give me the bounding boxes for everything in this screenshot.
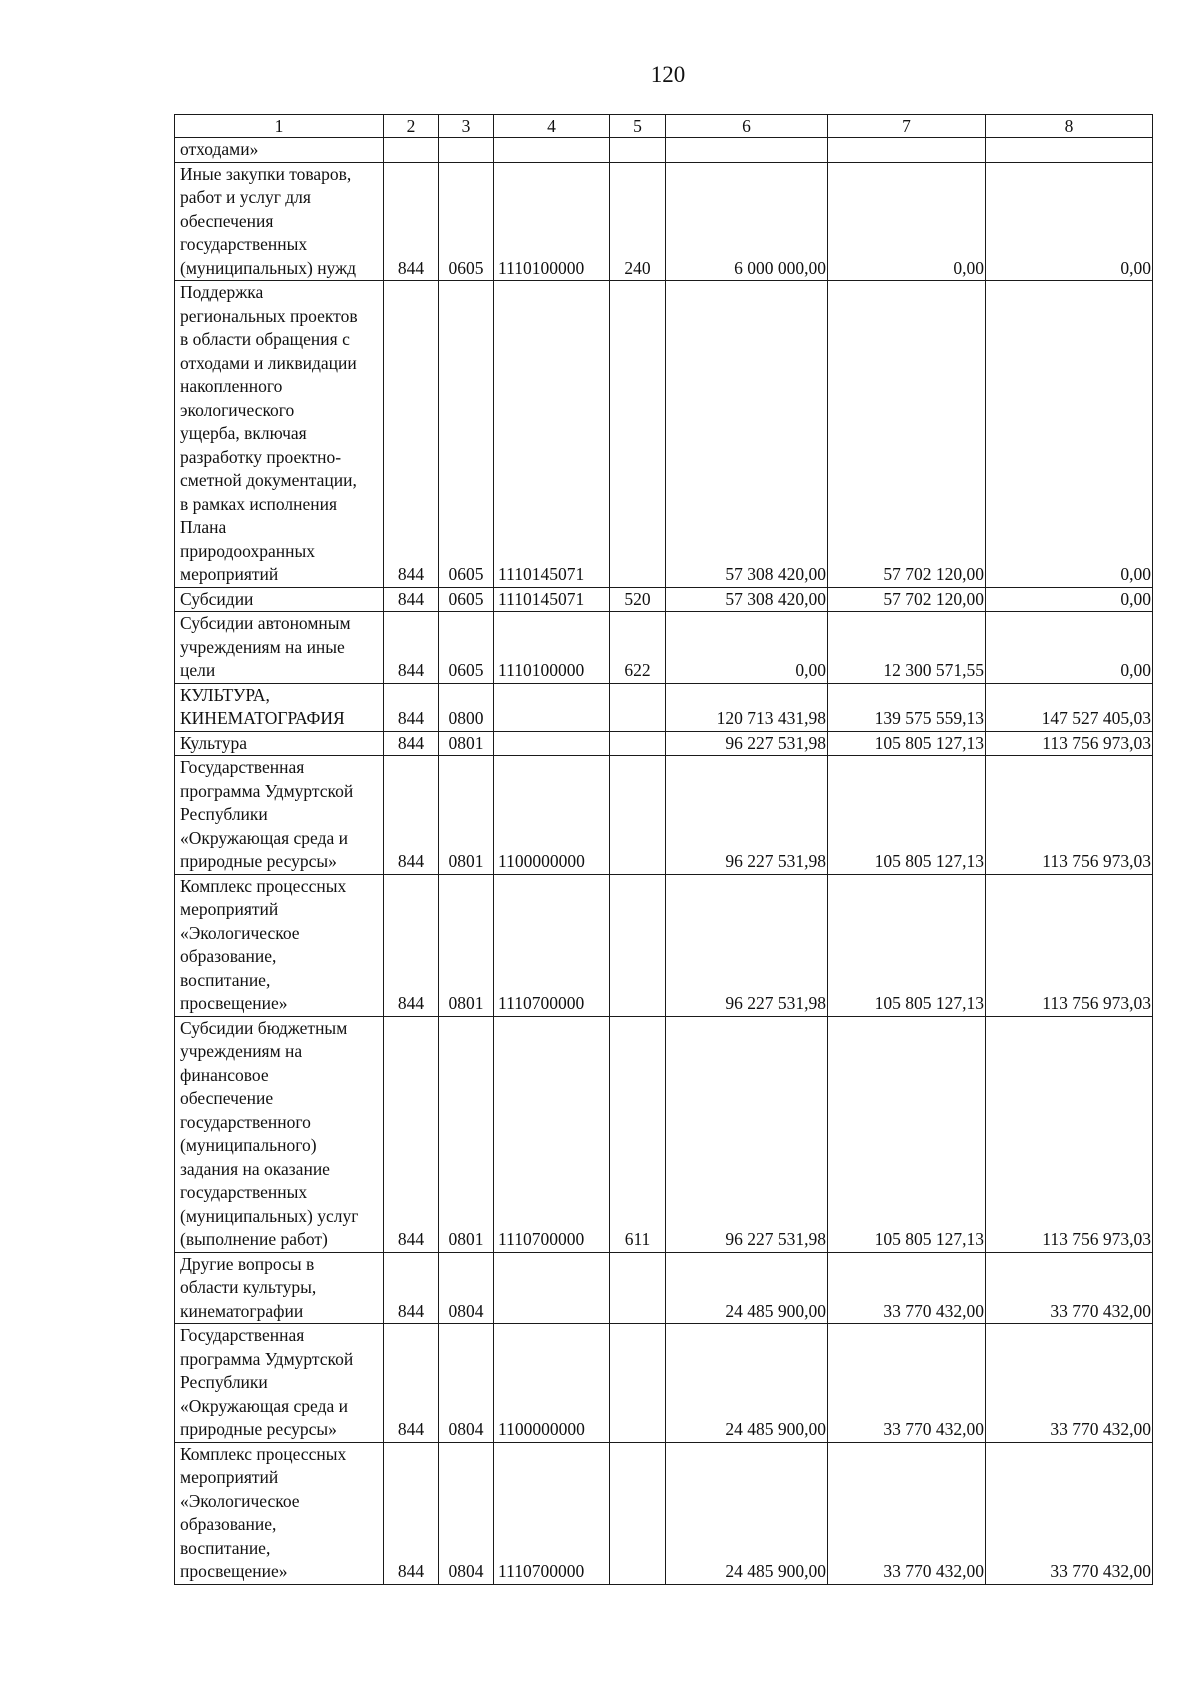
target-article-cell: 1110145071 [494,587,610,612]
amount-col7-cell: 57 702 120,00 [828,281,986,588]
table-row [175,1252,1153,1324]
expense-type-cell [610,1324,666,1443]
ministry-code-cell: 844 [384,1016,439,1252]
section-code-cell: 0804 [439,1442,494,1584]
amount-col6-cell: 6 000 000,00 [666,162,828,281]
expense-name-cell: Иные закупки товаров, работ и услуг для обеспечения государственных (муниципальных) нужд [175,162,384,281]
ministry-code-cell: 844 [384,1252,439,1324]
amount-col6-cell: 96 227 531,98 [666,731,828,756]
section-code-cell: 0801 [439,756,494,875]
ministry-code-cell: 844 [384,281,439,588]
amount-col7-cell: 33 770 432,00 [828,1442,986,1584]
amount-col8-cell [986,138,1153,163]
target-article-cell: 1110700000 [494,1442,610,1584]
section-code-cell: 0605 [439,612,494,684]
amount-col6-cell: 96 227 531,98 [666,874,828,1016]
expense-name-cell: Комплекс процессных мероприятий «Экологическое образование, воспитание, просвещение» [175,1442,384,1584]
column-number: 1 [175,115,384,138]
expense-name-cell: Государственная программа Удмуртской Республики «Окружающая среда и природные ресурсы» [175,756,384,875]
column-number-row [175,115,1153,138]
target-article-cell: 1110700000 [494,1016,610,1252]
amount-col8-cell: 0,00 [986,587,1153,612]
column-number: 7 [828,115,986,138]
amount-col6-cell: 96 227 531,98 [666,756,828,875]
amount-col6-cell: 57 308 420,00 [666,281,828,588]
amount-col7-cell: 105 805 127,13 [828,1016,986,1252]
table-row [175,874,1153,1016]
expense-name-cell: отходами» [175,138,384,163]
amount-col7-cell: 33 770 432,00 [828,1324,986,1443]
amount-col6-cell: 96 227 531,98 [666,1016,828,1252]
amount-col6-cell: 24 485 900,00 [666,1252,828,1324]
amount-col8-cell: 33 770 432,00 [986,1442,1153,1584]
amount-col8-cell: 113 756 973,03 [986,874,1153,1016]
section-code-cell: 0605 [439,281,494,588]
column-number: 5 [610,115,666,138]
expense-type-cell [610,138,666,163]
target-article-cell: 1110100000 [494,162,610,281]
table-row [175,1016,1153,1252]
amount-col6-cell: 0,00 [666,612,828,684]
expense-type-cell [610,683,666,731]
table-row [175,1324,1153,1443]
column-number: 2 [384,115,439,138]
expense-name-cell: Культура [175,731,384,756]
expense-type-cell: 520 [610,587,666,612]
table-row [175,587,1153,612]
target-article-cell [494,731,610,756]
expense-type-cell [610,1252,666,1324]
amount-col7-cell: 12 300 571,55 [828,612,986,684]
expense-name-cell: Государственная программа Удмуртской Республики «Окружающая среда и природные ресурсы» [175,1324,384,1443]
table-row [175,731,1153,756]
target-article-cell: 1110100000 [494,612,610,684]
amount-col8-cell: 0,00 [986,162,1153,281]
ministry-code-cell: 844 [384,731,439,756]
expense-type-cell [610,1442,666,1584]
amount-col6-cell [666,138,828,163]
target-article-cell: 1110700000 [494,874,610,1016]
table-row [175,162,1153,281]
amount-col7-cell: 105 805 127,13 [828,756,986,875]
expense-type-cell [610,731,666,756]
expense-name-cell: Поддержка региональных проектов в области обращения с отходами и ликвидации накопленного экологического ущерба, включая разработку проектно- сметной документации, в рамках исполнения Плана природоохранных мероприятий [175,281,384,588]
amount-col7-cell: 139 575 559,13 [828,683,986,731]
expense-type-cell: 611 [610,1016,666,1252]
table-body [175,138,1153,1585]
table-row [175,281,1153,588]
target-article-cell: 1100000000 [494,1324,610,1443]
amount-col7-cell: 0,00 [828,162,986,281]
section-code-cell: 0605 [439,587,494,612]
amount-col8-cell: 33 770 432,00 [986,1252,1153,1324]
expense-name-cell: Комплекс процессных мероприятий «Экологическое образование, воспитание, просвещение» [175,874,384,1016]
amount-col6-cell: 120 713 431,98 [666,683,828,731]
amount-col7-cell: 105 805 127,13 [828,874,986,1016]
target-article-cell [494,683,610,731]
ministry-code-cell: 844 [384,162,439,281]
target-article-cell: 1100000000 [494,756,610,875]
amount-col8-cell: 0,00 [986,281,1153,588]
target-article-cell: 1110145071 [494,281,610,588]
amount-col8-cell: 33 770 432,00 [986,1324,1153,1443]
table-row [175,683,1153,731]
amount-col8-cell: 0,00 [986,612,1153,684]
amount-col8-cell: 113 756 973,03 [986,1016,1153,1252]
ministry-code-cell: 844 [384,1442,439,1584]
amount-col8-cell: 113 756 973,03 [986,731,1153,756]
section-code-cell [439,138,494,163]
section-code-cell: 0800 [439,683,494,731]
expense-type-cell: 240 [610,162,666,281]
amount-col8-cell: 113 756 973,03 [986,756,1153,875]
amount-col8-cell: 147 527 405,03 [986,683,1153,731]
section-code-cell: 0801 [439,731,494,756]
expense-name-cell: Субсидии бюджетным учреждениям на финансовое обеспечение государственного (муниципального) задания на оказание государственных (муниципальных) услуг (выполнение работ) [175,1016,384,1252]
amount-col6-cell: 57 308 420,00 [666,587,828,612]
section-code-cell: 0605 [439,162,494,281]
section-code-cell: 0804 [439,1252,494,1324]
ministry-code-cell: 844 [384,1324,439,1443]
amount-col7-cell [828,138,986,163]
amount-col7-cell: 57 702 120,00 [828,587,986,612]
table-row [175,1442,1153,1584]
expense-name-cell: Субсидии [175,587,384,612]
ministry-code-cell: 844 [384,612,439,684]
page-number: 120 [650,62,686,87]
ministry-code-cell: 844 [384,874,439,1016]
expense-type-cell [610,756,666,875]
ministry-code-cell: 844 [384,683,439,731]
ministry-code-cell: 844 [384,587,439,612]
expense-type-cell: 622 [610,612,666,684]
section-code-cell: 0801 [439,874,494,1016]
column-number: 4 [494,115,610,138]
budget-table [174,114,1153,1585]
column-number: 3 [439,115,494,138]
section-code-cell: 0804 [439,1324,494,1443]
amount-col7-cell: 105 805 127,13 [828,731,986,756]
expense-name-cell: Субсидии автономным учреждениям на иные цели [175,612,384,684]
target-article-cell [494,1252,610,1324]
amount-col6-cell: 24 485 900,00 [666,1324,828,1443]
column-number: 8 [986,115,1153,138]
expense-type-cell [610,281,666,588]
amount-col7-cell: 33 770 432,00 [828,1252,986,1324]
table-row [175,612,1153,684]
table-row [175,756,1153,875]
column-number: 6 [666,115,828,138]
amount-col6-cell: 24 485 900,00 [666,1442,828,1584]
expense-name-cell: КУЛЬТУРА, КИНЕМАТОГРАФИЯ [175,683,384,731]
ministry-code-cell [384,138,439,163]
expense-name-cell: Другие вопросы в области культуры, кинематографии [175,1252,384,1324]
target-article-cell [494,138,610,163]
section-code-cell: 0801 [439,1016,494,1252]
table-row [175,138,1153,163]
ministry-code-cell: 844 [384,756,439,875]
expense-type-cell [610,874,666,1016]
